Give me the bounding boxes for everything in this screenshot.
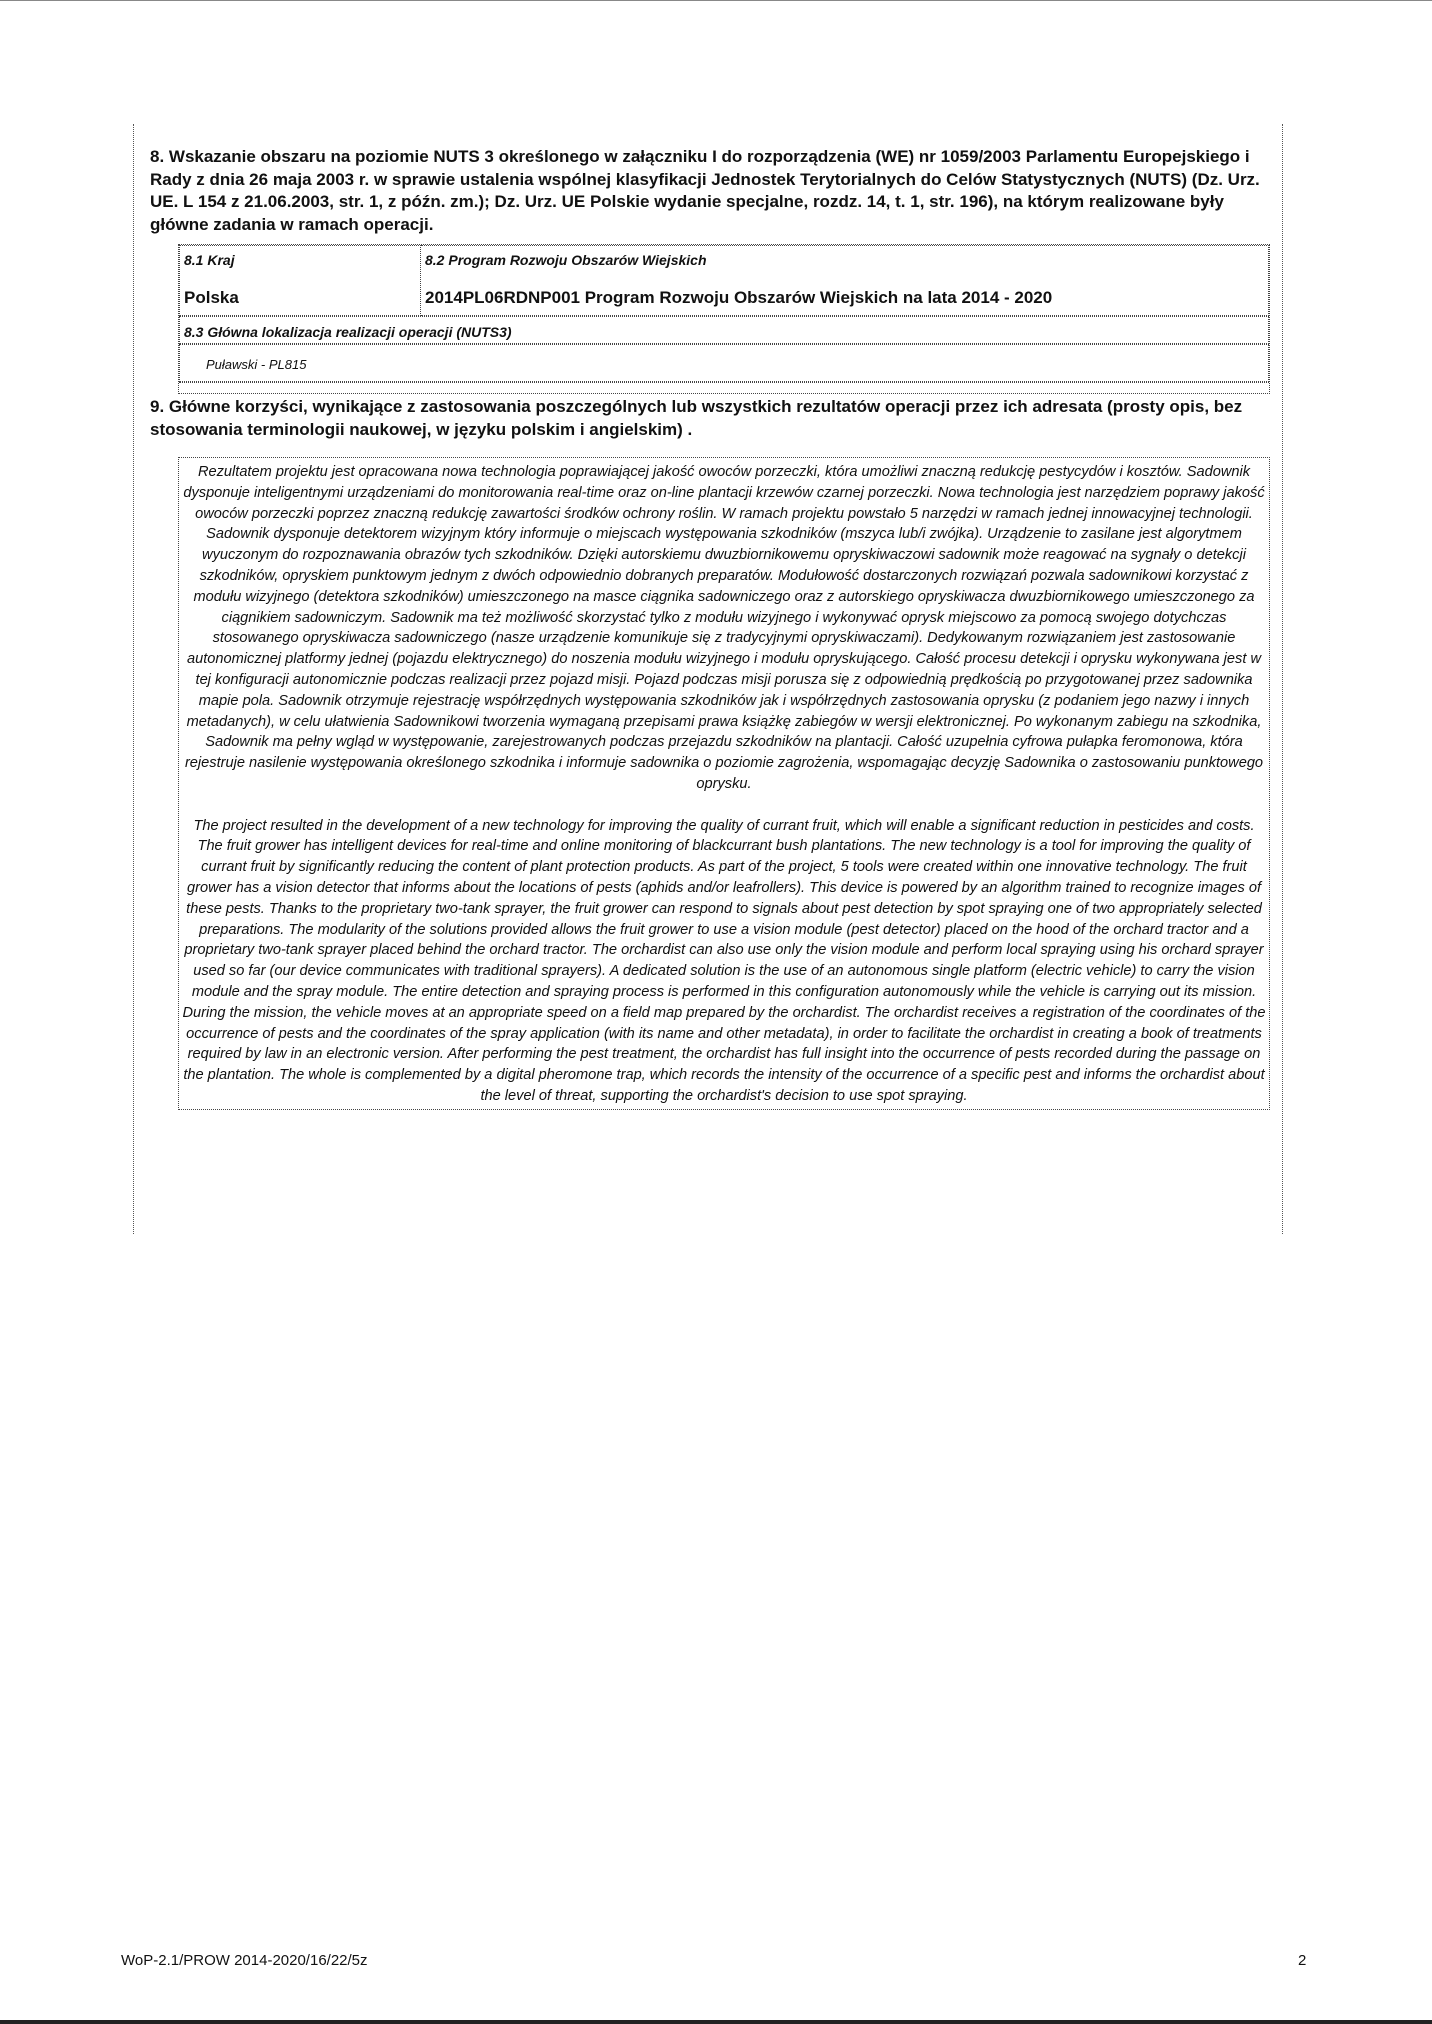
footer-page-number: 2	[1298, 1952, 1307, 1969]
frame-left-border	[133, 124, 134, 1234]
section-8-table	[178, 244, 1270, 394]
country-label: 8.1 Kraj	[184, 252, 235, 268]
country-cell	[180, 246, 421, 316]
program-label: 8.2 Program Rozwoju Obszarów Wiejskich	[425, 252, 707, 268]
section-9-heading: 9. Główne korzyści, wynikające z zastosowania poszczególnych lub wszystkich rezultatów operacji przez ich adresata (prosty opis, bez stosowania terminologii naukowej, w języku polskim i angielskim) .	[150, 397, 1243, 439]
location-label: 8.3 Główna lokalizacja realizacji operacji (NUTS3)	[184, 324, 512, 340]
location-value: Puławski - PL815	[206, 357, 307, 372]
country-value: Polska	[184, 288, 239, 307]
country-program-grid	[179, 245, 1269, 316]
footer-document-code: WoP-2.1/PROW 2014-2020/16/22/5z	[121, 1952, 368, 1969]
location-label-row	[179, 316, 1269, 344]
program-cell	[421, 246, 1269, 316]
location-value-row	[179, 344, 1269, 382]
benefits-text-polish: Rezultatem projektu jest opracowana nowa technologia poprawiającej jakość owoców porzeczki, która umożliwi znaczną redukcję pestycydów i kosztów. Sadownik dysponuje inteligentnymi urządzeniami do monitorowania real-time oraz on-line plantacji krzewów czarnej porzeczki. Nowa technologia jest narzędziem poprawy jakość owoców porzeczki poprzez znaczną redukcję zawartości środków ochrony roślin. W ramach projektu powstało 5 narzędzi w ramach jednej innowacyjnej technologii. Sadownik dysponuje detektorem wizyjnym który informuje o miejscach występowania szkodników (mszyca lub/i zwójka). Urządzenie to zasilane jest algorytmem wyuczonym do rozpoznawania obrazów tych szkodników. Dzięki autorskiemu dwuzbiornikowemu opryskiwaczowi sadownik może reagować na sygnały o detekcji szkodników, opryskiem punktowym jednym z dwóch odpowiednio dobranych preparatów. Modułowość dostarczonych rozwiązań pozwala sadownikowi korzystać z modułu wizyjnego (detektora szkodników) umieszczonego na masce ciągnika sadowniczego oraz z autorskiego opryskiwacza dwuzbiornikowego umieszczonego za ciągnikiem sadowniczym. Sadownik ma też możliwość skorzystać tylko z modułu wizyjnego i wykonywać oprysk miejscowo za pomocą swojego dotychczas stosowanego opryskiwacza sadowniczego (nasze urządzenie komunikuje się z tradycyjnymi opryskiwaczami). Dedykowanym rozwiązaniem jest zastosowanie autonomicznej platformy jednej (pojazdu elektrycznego) do noszenia modułu wizyjnego i modułu opryskującego. Całość procesu detekcji i oprysku wykonywana jest w tej konfiguracji autonomicznie podczas realizacji przez pojazd misji. Pojazd podczas misji porusza się z odpowiednią prędkością po przygotowanej przez sadownika mapie pola. Sadownik otrzymuje rejestrację współrzędnych występowania szkodników jak i współrzędnych zastosowania oprysku (z podaniem jego nazwy i innych metadanych), w celu ułatwienia Sadownikowi tworzenia wymaganą przepisami prawa książkę zabiegów w wersji elektronicznej. Po wykonanym zabiegu na szkodnika, Sadownik ma pełny wgląd w występowanie, zarejestrowanych podczas przejazdu szkodników na plantacji. Całość uzupełnia cyfrowa pułapka feromonowa, która rejestruje nasilenie występowania określonego szkodnika i informuje sadownika o poziomie zagrożenia, wspomagając decyzję Sadownika o zastosowaniu punktowego oprysku.	[183, 464, 1265, 792]
benefits-description-box	[178, 457, 1270, 1110]
section-8-heading: 8. Wskazanie obszaru na poziomie NUTS 3 określonego w załączniku I do rozporządzenia (WE) nr 1059/2003 Parlamentu Europejskiego i Rady z dnia 26 maja 2003 r. w sprawie ustalenia wspólnej klasyfikacji Jednostek Terytorialnych do Celów Statystycznych (NUTS) (Dz. Urz. UE. L 154 z 21.06.2003, str. 1, z późn. zm.); Dz. Urz. UE Polskie wydanie specjalne, rozdz. 14, t. 1, str. 196), na którym realizowane były główne zadania w ramach operacji.	[150, 147, 1260, 234]
benefits-text-english: The project resulted in the development of a new technology for improving the quality of currant fruit, which will enable a significant reduction in pesticides and costs. The fruit grower has intelligent devices for real-time and online monitoring of blackcurrant bush plantations. The new technology is a tool for improving the quality of currant fruit by significantly reducing the content of plant protection products. As part of the project, 5 tools were created within one innovative technology. The fruit grower has a vision detector that informs about the locations of pests (aphids and/or leafrollers). This device is powered by an algorithm trained to recognize images of these pests. Thanks to the proprietary two-tank sprayer, the fruit grower can respond to signals about pest detection by spot spraying one of two appropriately selected preparations. The modularity of the solutions provided allows the fruit grower to use a vision module (pest detector) placed on the hood of the orchard tractor and a proprietary two-tank sprayer placed behind the orchard tractor. The orchardist can also use only the vision module and perform local spraying using his orchard sprayer used so far (our device communicates with traditional sprayers). A dedicated solution is the use of an autonomous single platform (electric vehicle) to carry the vision module and the spray module. The entire detection and spraying process is performed in this configuration autonomously while the vehicle is carrying out its mission. During the mission, the vehicle moves at an appropriate speed on a field map prepared by the orchardist. The orchardist receives a registration of the coordinates of the occurrence of pests and the coordinates of the spray application (with its name and other metadata), in order to facilitate the orchardist in creating a book of treatments required by law in an electronic version. After performing the pest treatment, the orchardist has full insight into the occurrence of pests recorded during the passage on the plantation. The whole is complemented by a digital pheromone trap, which records the intensity of the occurrence of a specific pest and informs the orchardist about the level of threat, supporting the orchardist's decision to use spot spraying.	[182, 817, 1266, 1104]
page-bottom-edge	[0, 2020, 1432, 2024]
frame-right-border	[1282, 124, 1283, 1234]
program-value: 2014PL06RDNP001 Program Rozwoju Obszarów Wiejskich na lata 2014 - 2020	[425, 288, 1053, 307]
section-8-table-spacer	[179, 382, 1269, 393]
document-body	[150, 146, 1270, 1110]
page-top-edge	[0, 0, 1432, 1]
